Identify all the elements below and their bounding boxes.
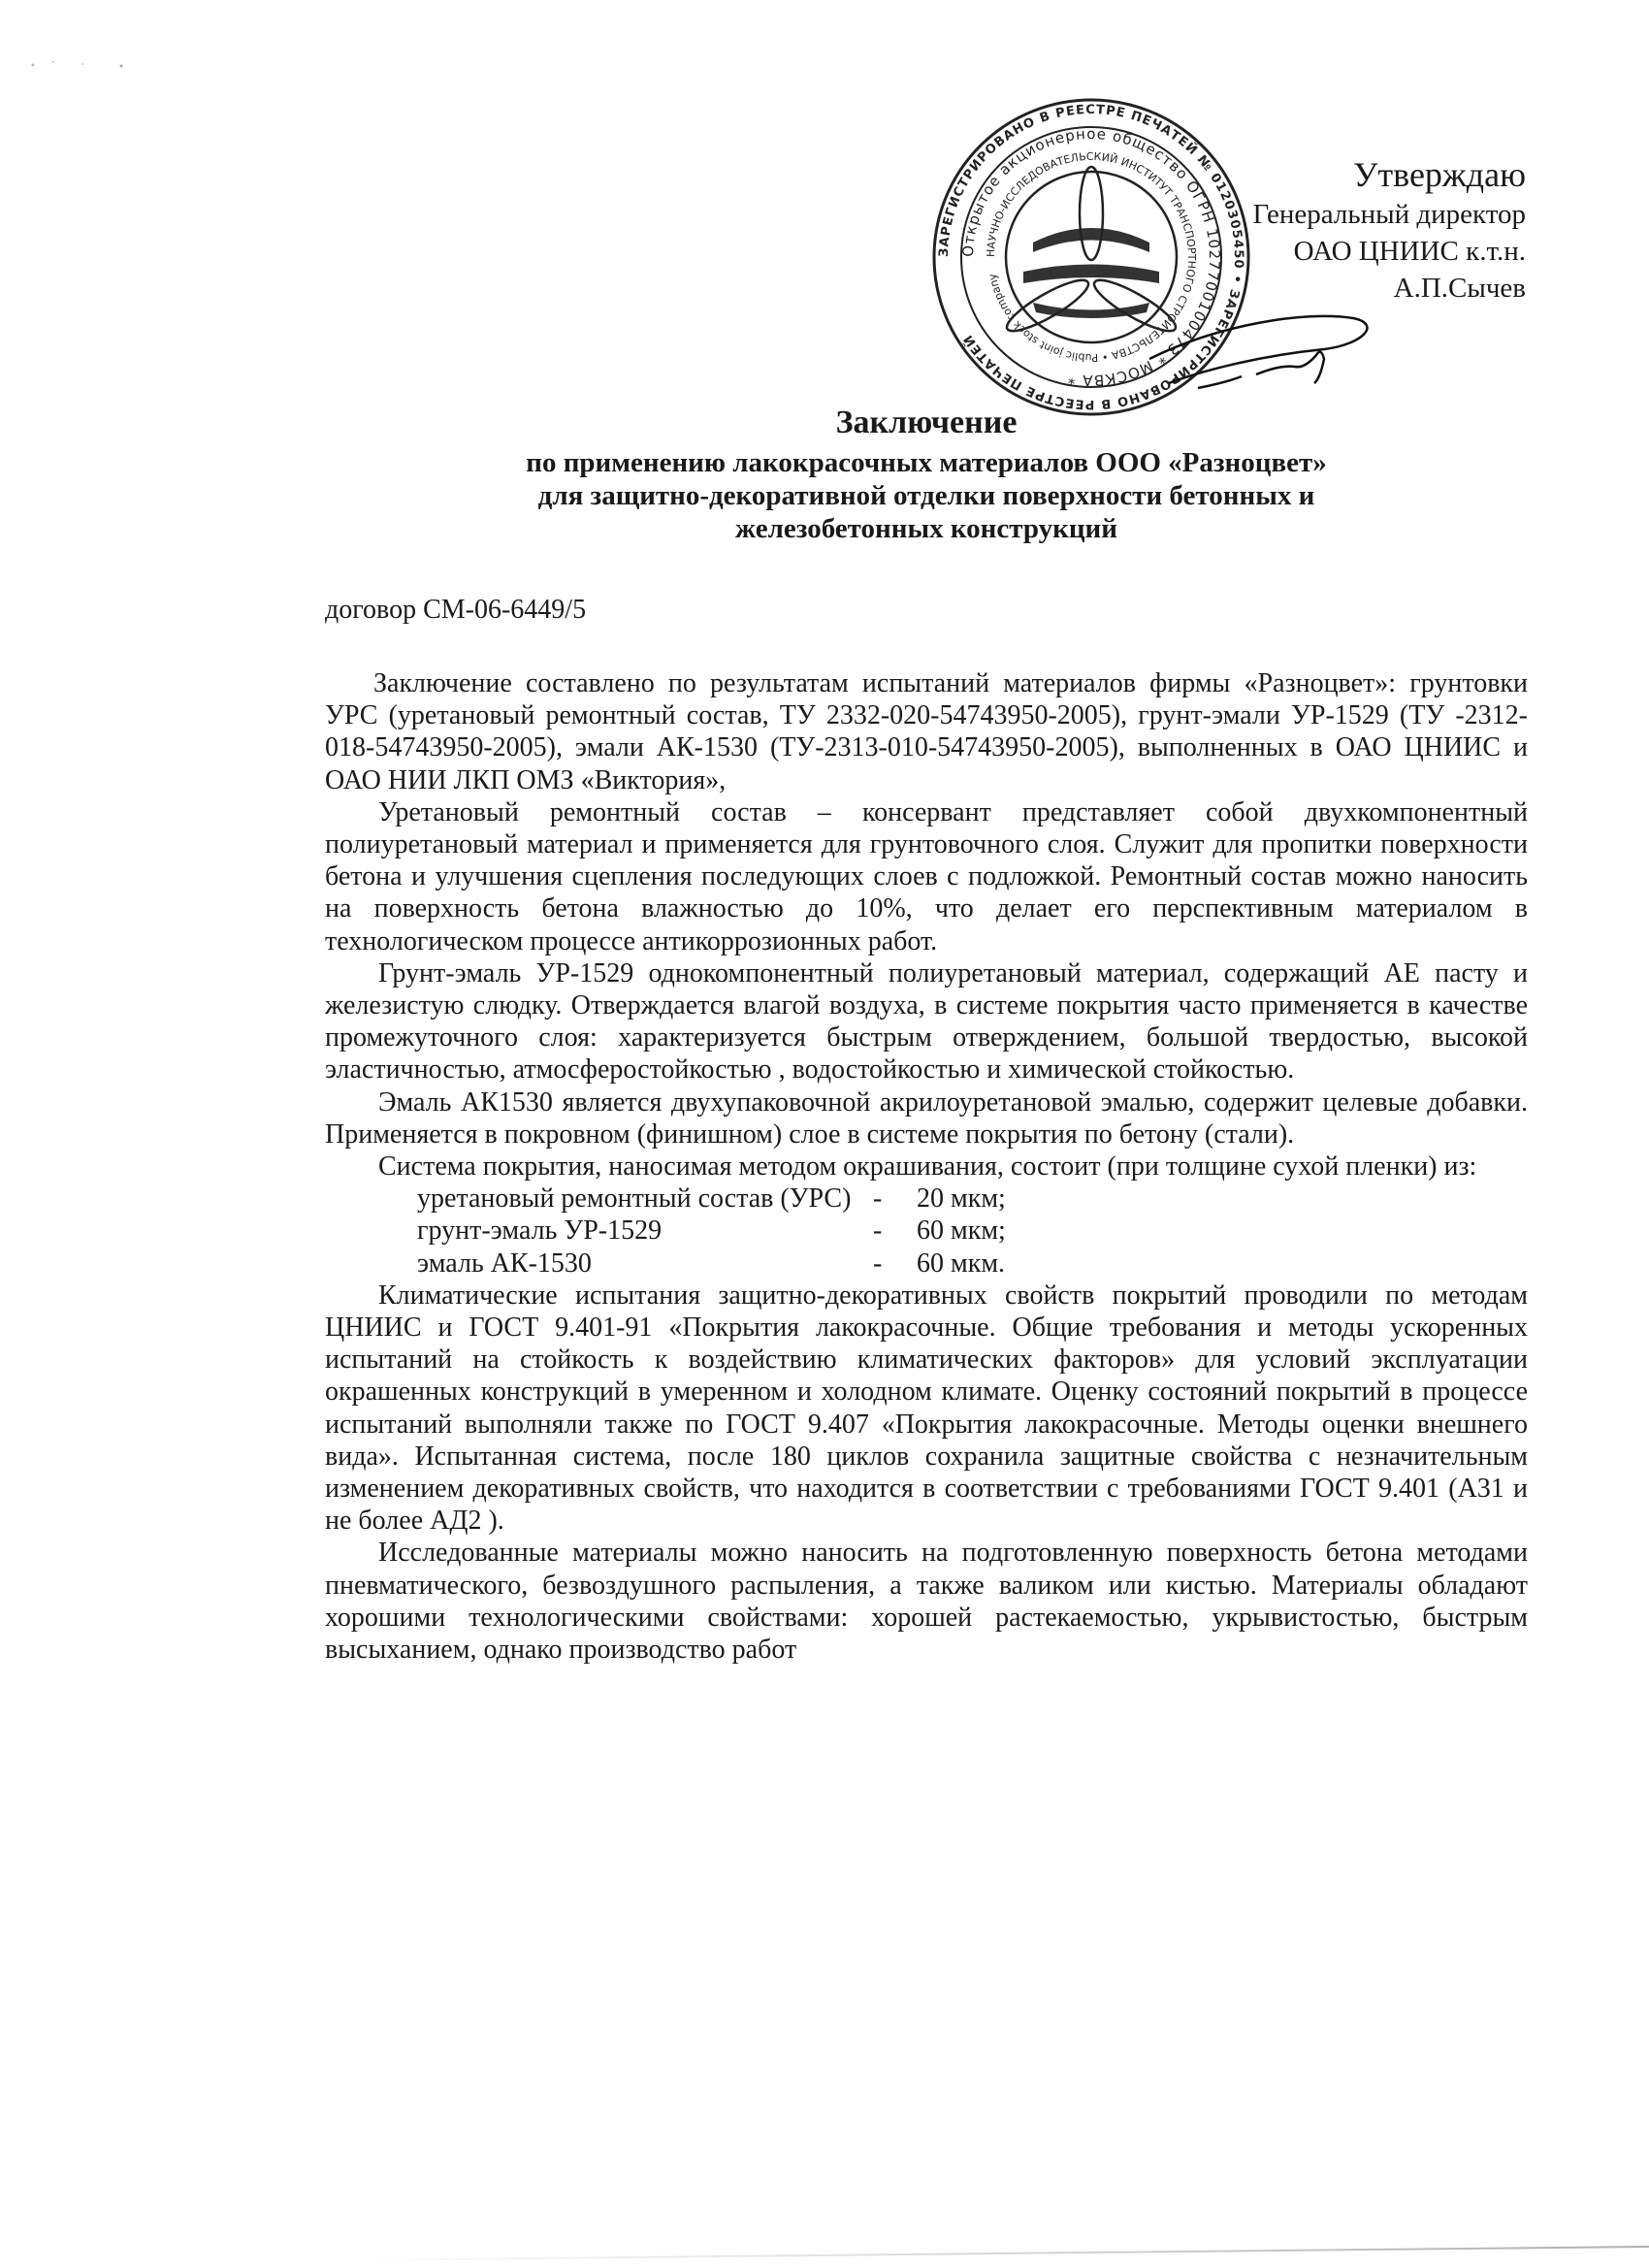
- document-subtitle-line-3: железобетонных конструкций: [735, 513, 1117, 544]
- approval-block: [1252, 153, 1526, 307]
- approval-signatory: А.П.Сычев: [1393, 273, 1526, 304]
- scan-speck-artifact: [29, 58, 126, 72]
- paragraph-coating-system-intro: Система покрытия, наносимая методом окрашивания, состоит (при толщине сухой пленки) из:: [378, 1151, 1477, 1183]
- coating-layer-thickness: 60 мкм;: [917, 1215, 1006, 1247]
- coating-layer-item: [325, 1215, 1528, 1247]
- document-subtitle-line-2: для защитно-декоративной отделки поверхности бетонных и: [537, 480, 1315, 511]
- paragraph-application-methods: Исследованные материалы можно наносить на подготовленную поверхность бетона методами пневматического, безвоздушного распыления, а также валиком или кистью. Материалы обладают хорошими технологическими свойствами: хорошей растекаемостью, укрывистостью, быстрым высыханием, однако производство работ: [325, 1538, 1528, 1666]
- coating-layer-dash: -: [873, 1215, 883, 1247]
- coating-layer-item: [325, 1183, 1528, 1215]
- document-title: Заключение: [835, 405, 1018, 440]
- approval-organization: ОАО ЦНИИС к.т.н.: [1293, 236, 1526, 267]
- paragraph-ak1530-description: Эмаль АК1530 является двухупаковочной акрилоуретановой эмалью, содержит целевые добавки. Применяется в покровном (финишном) слое в системе покрытия по бетону (стали).: [325, 1086, 1528, 1150]
- coating-layer-name: уретановый ремонтный состав (УРС): [417, 1183, 852, 1215]
- coating-layer-name: грунт-эмаль УР-1529: [417, 1215, 663, 1247]
- paragraph-urs-description: Уретановый ремонтный состав – консервант представляет собой двухкомпонентный полиуретановый материал и применяется для грунтовочного слоя. Служит для пропитки поверхности бетона и улучшения сцепления последующих слоев с подложкой. Ремонтный состав можно наносить на поверхность бетона влажностью до 10%, что делает его перспективным материалом в технологическом процессе антикоррозионных работ.: [325, 796, 1528, 956]
- coating-layer-dash: -: [873, 1247, 883, 1279]
- coating-layer-dash: -: [873, 1183, 883, 1215]
- handwritten-signature: [1140, 291, 1431, 398]
- coating-layer-thickness: 60 мкм.: [917, 1247, 1006, 1279]
- coating-system-list: [325, 1183, 1528, 1280]
- coating-layer-thickness: 20 мкм;: [917, 1183, 1006, 1215]
- coating-layer-item: [325, 1247, 1528, 1280]
- approval-position: Генеральный директор: [1252, 199, 1526, 230]
- svg-text:Открытое акционерное общество: Открытое акционерное общество ОГРН 1027700100473 * МОСКВА *: [958, 124, 1224, 390]
- contract-number: договор СМ-06-6449/5: [325, 595, 587, 625]
- paragraph-ur1529-description: Грунт-эмаль УР-1529 однокомпонентный полиуретановый материал, содержащий АЕ пасту и железистую слюдку. Отверждается влагой воздуха, в системе покрытия часто применяется в качестве промежуточного слоя: характеризуется быстрым отверждением, большой твердостью, высокой эластичностью, атмосферостойкостью , водостойкостью и химической стойкостью.: [325, 957, 1528, 1085]
- approval-heading: Утверждаю: [1352, 155, 1526, 194]
- svg-text:НАУЧНО-ИССЛЕДОВАТЕЛЬСКИЙ ИНСТИ: НАУЧНО-ИССЛЕДОВАТЕЛЬСКИЙ ИНСТИТУТ ТРАНСПОРТНОГО СТРОИТЕЛЬСТВА • Public joint stock company: [984, 149, 1199, 365]
- svg-text:ЗАРЕГИСТРИРОВАНО В РЕЕСТРЕ ПЕЧ: ЗАРЕГИСТРИРОВАНО В РЕЕСТРЕ ПЕЧАТЕЙ № 0120305450 • ЗАРЕГИСТРИРОВАНО В РЕЕСТРЕ ПЕЧАТЕЙ: [936, 102, 1246, 412]
- document-title-block: [325, 400, 1528, 545]
- document-body: [325, 667, 1528, 1666]
- scan-page-edge: [349, 2246, 1649, 2261]
- document-subtitle-line-1: по применению лакокрасочных материалов ООО «Разноцвет»: [526, 447, 1327, 478]
- paragraph-test-basis: Заключение составлено по результатам испытаний материалов фирмы «Разноцвет»: грунтовки УРС (уретановый ремонтный состав, ТУ 2332-020-54743950-2005), грунт-эмали УР-1529 (ТУ -2312-018-54743950-2005), эмали АК-1530 (ТУ-2313-010-54743950-2005), выполненных в ОАО ЦНИИС и ОАО НИИ ЛКП ОМЗ «Виктория»,: [325, 668, 1528, 795]
- paragraph-climate-tests: Климатические испытания защитно-декоративных свойств покрытий проводили по методам ЦНИИС и ГОСТ 9.401-91 «Покрытия лакокрасочные. Общие требования и методы ускоренных испытаний на стойкость к воздействию климатических факторов» для условий эксплуатации окрашенных конструкций в умеренном и холодном климате. Оценку состояний покрытий в процессе испытаний выполняли также по ГОСТ 9.407 «Покрытия лакокрасочные. Методы оценки внешнего вида». Испытанная система, после 180 циклов сохранила защитные свойства с незначительным изменением декоративных свойств, что находится в соответствии с требованиями ГОСТ 9.401 (А31 и не более АД2 ).: [325, 1280, 1528, 1537]
- coating-layer-name: эмаль АК-1530: [417, 1247, 592, 1279]
